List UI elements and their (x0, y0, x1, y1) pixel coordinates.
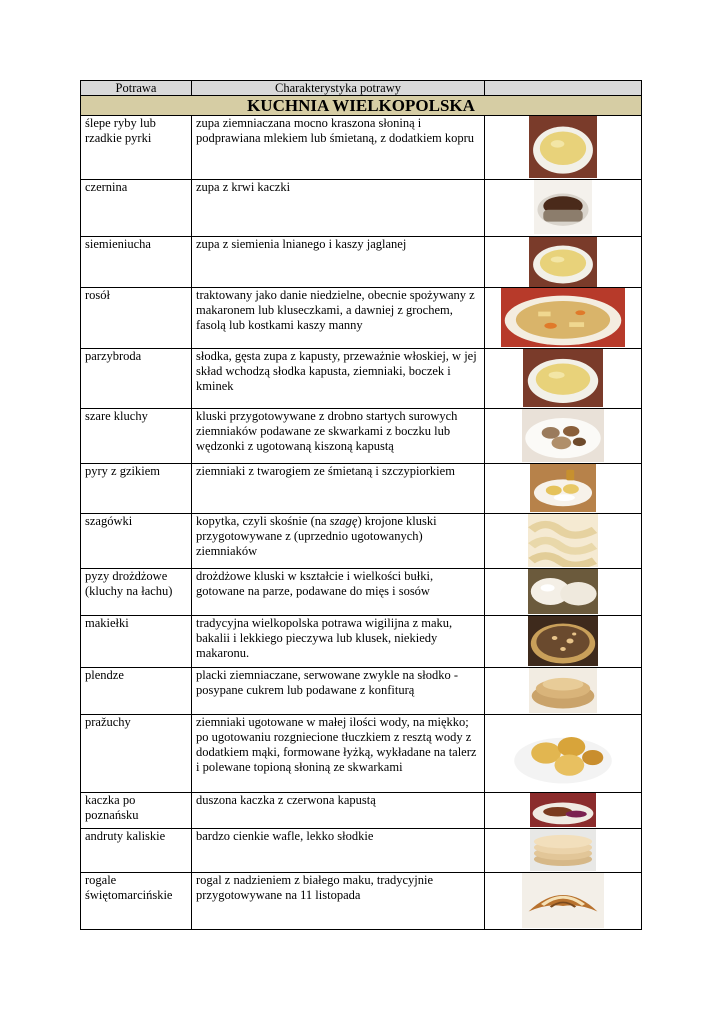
dish-photo-cell (485, 793, 642, 829)
table-row (81, 409, 642, 464)
dishes-table (80, 80, 642, 930)
dish-name: andruty kaliskie (81, 829, 192, 873)
soup-bowl-icon (529, 237, 597, 287)
dish-name: siemieniucha (81, 237, 192, 288)
table-row (81, 793, 642, 829)
table-row (81, 349, 642, 409)
dish-description: ziemniaki ugotowane w małej ilości wody, na miękko; po ugotowaniu rozgniecione tłuczkiem z resztą wody z dodatkiem mąki, formowane łyżką, wykładane na talerz i polewane topioną słoniną ze skwarkami (192, 715, 485, 793)
croissant-icon (522, 873, 604, 928)
wafers-icon (530, 829, 596, 871)
dish-name: makiełki (81, 616, 192, 668)
broth-icon (501, 288, 625, 347)
pancakes-icon (529, 668, 597, 713)
dish-description: ziemniaki z twarogiem ze śmietaną i szczypiorkiem (192, 464, 485, 514)
fried-dumplings-icon (510, 715, 616, 791)
dish-name: pražuchy (81, 715, 192, 793)
dish-photo-cell (485, 715, 642, 793)
dish-description: rogal z nadzieniem z białego maku, tradycyjnie przygotowywane na 11 listopada (192, 873, 485, 930)
steamed-buns-icon (528, 569, 598, 614)
header-dish: Potrawa (81, 81, 192, 96)
header-photo (485, 81, 642, 96)
table-row (81, 288, 642, 349)
dish-photo-cell (485, 668, 642, 715)
dish-description: zupa z siemienia lnianego i kaszy jaglanej (192, 237, 485, 288)
dish-name: pyry z gzikiem (81, 464, 192, 514)
dish-description: zupa ziemniaczana mocno kraszona słoniną i podprawiana mlekiem lub śmietaną, z dodatkiem kopru (192, 116, 485, 180)
dish-description: placki ziemniaczane, serwowane zwykle na słodko - posypane cukrem lub podawane z konfiturą (192, 668, 485, 715)
table-row (81, 616, 642, 668)
region-title: KUCHNIA WIELKOPOLSKA (81, 96, 642, 116)
table-row (81, 715, 642, 793)
dish-name: szagówki (81, 514, 192, 569)
dark-soup-icon (534, 180, 592, 234)
dish-description: duszona kaczka z czerwona kapustą (192, 793, 485, 829)
region-row (81, 96, 642, 116)
dish-description: traktowany jako danie niedzielne, obecnie spożywany z makaronem lub kluseczkami, a dawniej z grochem, fasolą lub kostkami kaszy manny (192, 288, 485, 349)
duck-icon (530, 793, 596, 827)
dish-name: plendze (81, 668, 192, 715)
dish-name: parzybroda (81, 349, 192, 409)
dish-photo-cell (485, 237, 642, 288)
table-row (81, 237, 642, 288)
dish-photo-cell (485, 464, 642, 514)
header-row (81, 81, 642, 96)
noodles-icon (528, 514, 598, 567)
dumplings-icon (522, 409, 604, 462)
dish-description: tradycyjna wielkopolska potrawa wigilijna z maku, bakalii i lekkiego pieczywa lub klusek, niekiedy makaronu. (192, 616, 485, 668)
dish-name: szare kluchy (81, 409, 192, 464)
dish-photo-cell (485, 409, 642, 464)
dish-name: ślepe ryby lub rzadkie pyrki (81, 116, 192, 180)
dish-description: drożdżowe kluski w kształcie i wielkości bułki, gotowane na parze, podawane do mięs i sosów (192, 569, 485, 616)
dish-description: bardzo cienkie wafle, lekko słodkie (192, 829, 485, 873)
dish-photo-cell (485, 514, 642, 569)
dish-description: zupa z krwi kaczki (192, 180, 485, 237)
dish-photo-cell (485, 616, 642, 668)
dish-description: kluski przygotowywane z drobno startych surowych ziemniaków podawane ze skwarkami z boczku lub wędzonki z ugotowaną kiszoną kapustą (192, 409, 485, 464)
table-row (81, 180, 642, 237)
table-row (81, 873, 642, 930)
dish-description: słodka, gęsta zupa z kapusty, przeważnie włoskiej, w jej skład wchodzą słodka kapusta, ziemniaki, boczek i kminek (192, 349, 485, 409)
soup-bowl-icon (523, 349, 603, 407)
table-row (81, 569, 642, 616)
table-row (81, 116, 642, 180)
dish-name: pyzy drożdżowe (kluchy na łachu) (81, 569, 192, 616)
soup-bowl-icon (529, 116, 597, 178)
dish-photo-cell (485, 349, 642, 409)
table-row (81, 514, 642, 569)
dish-photo-cell (485, 569, 642, 616)
header-description: Charakterystyka potrawy (192, 81, 485, 96)
dish-photo-cell (485, 116, 642, 180)
dish-name: kaczka po poznańsku (81, 793, 192, 829)
dish-photo-cell (485, 180, 642, 237)
table-row (81, 668, 642, 715)
table-row (81, 829, 642, 873)
dish-name: czernina (81, 180, 192, 237)
dish-photo-cell (485, 873, 642, 930)
potatoes-icon (530, 464, 596, 512)
dish-photo-cell (485, 829, 642, 873)
table-row (81, 464, 642, 514)
dish-name: rosół (81, 288, 192, 349)
dish-description: kopytka, czyli skośnie (na szagę) krojone kluski przygotowywane z (uprzednio ugotowanych) ziemniaków (192, 514, 485, 569)
poppy-dessert-icon (528, 616, 598, 666)
dish-name: rogale świętomarcińskie (81, 873, 192, 930)
dish-photo-cell (485, 288, 642, 349)
